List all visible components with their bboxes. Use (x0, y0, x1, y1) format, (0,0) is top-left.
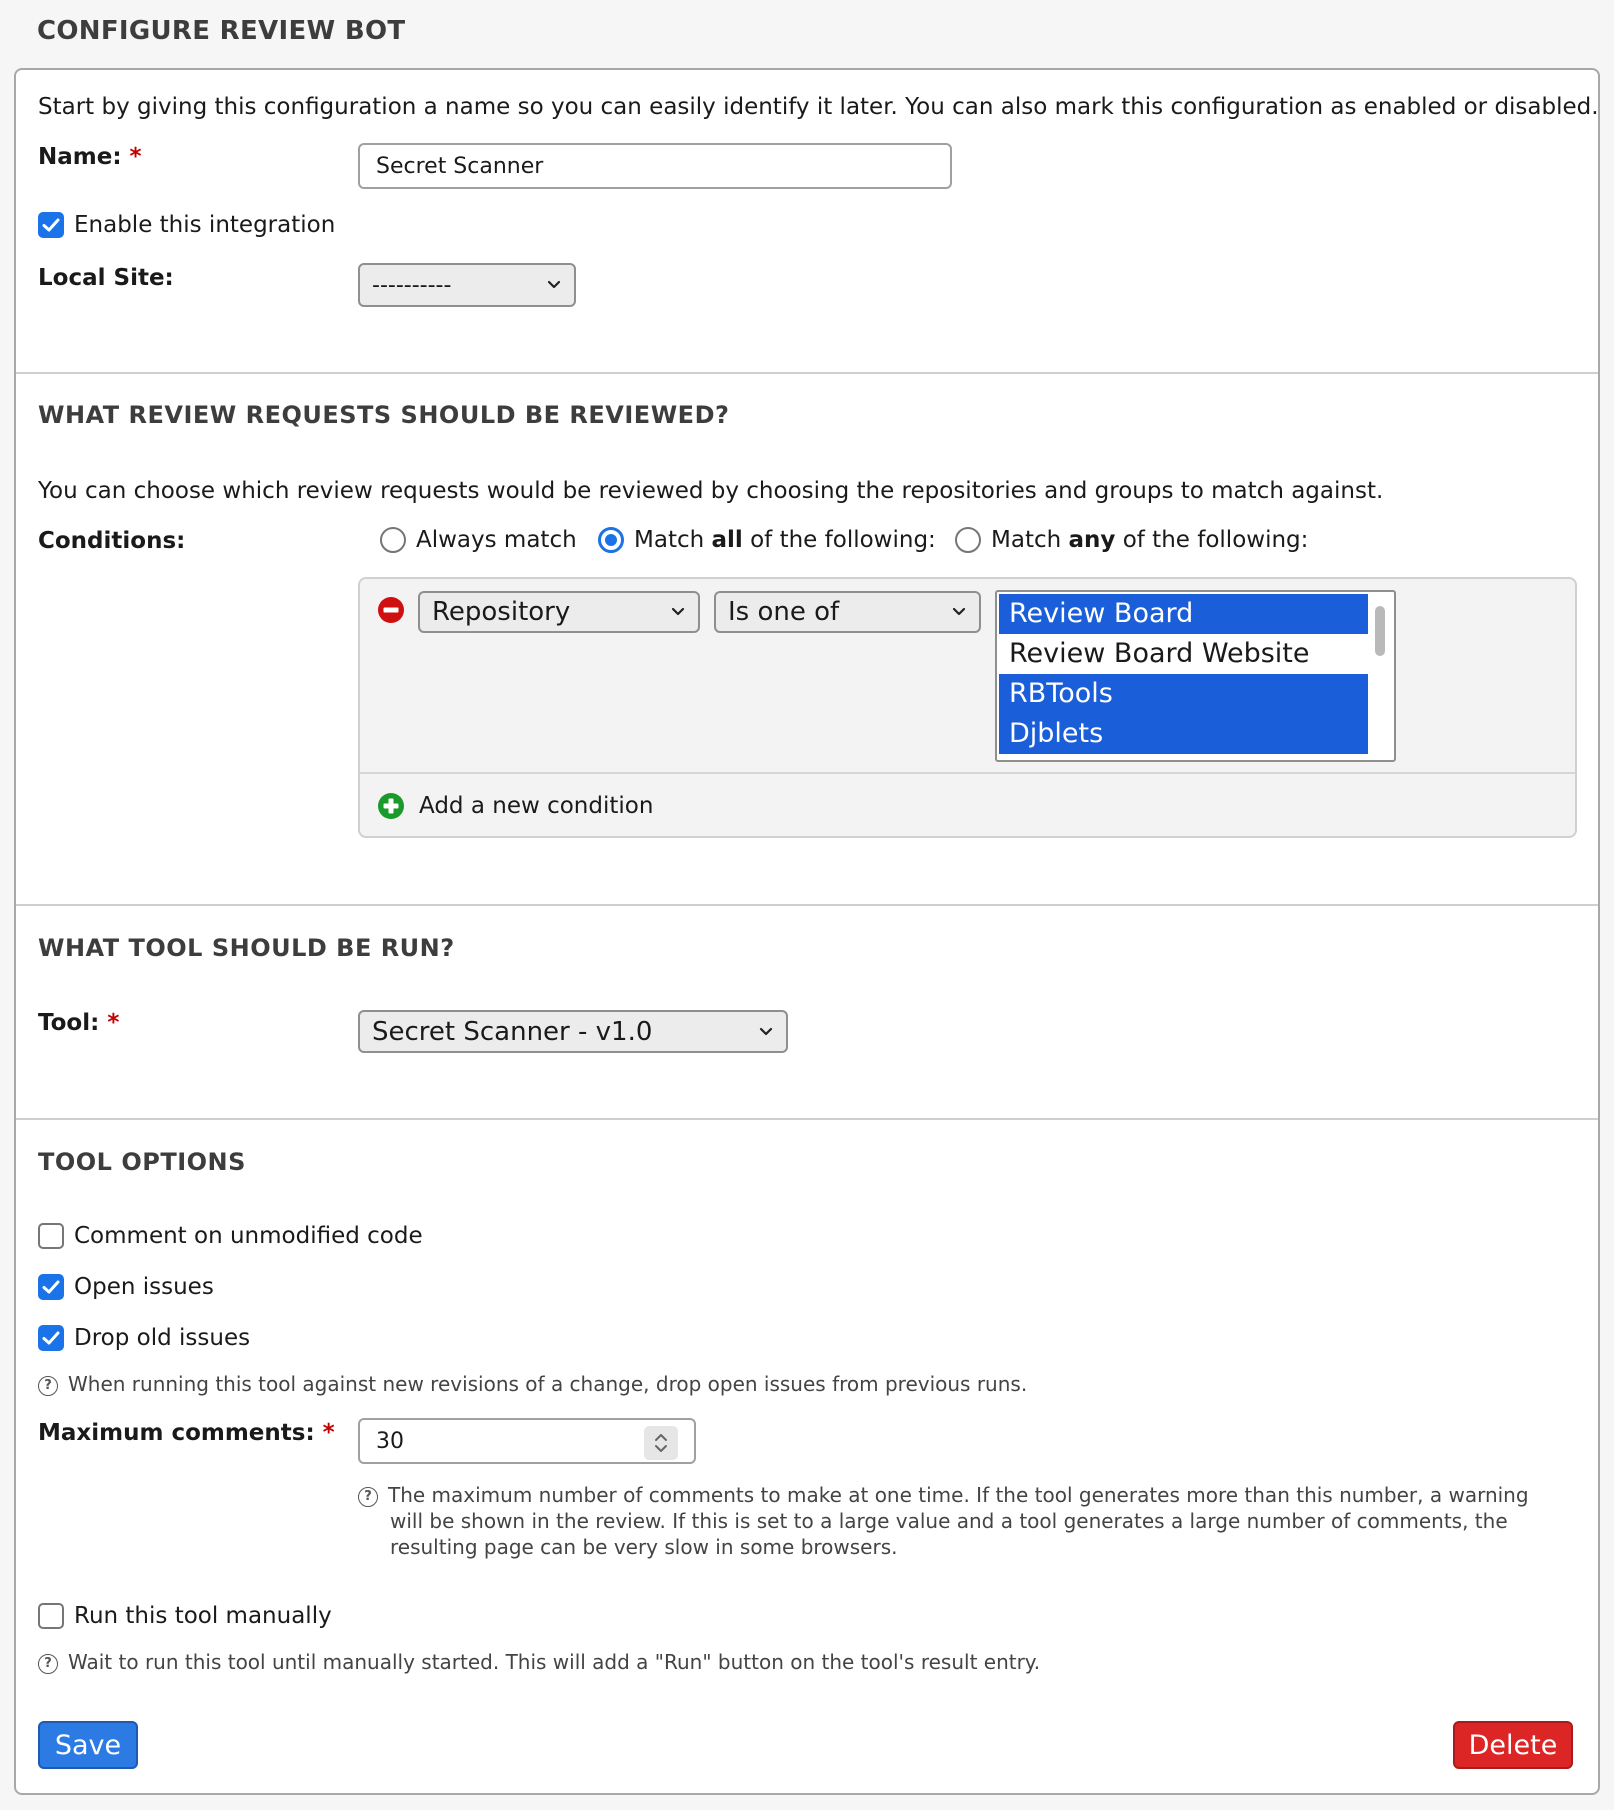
run-manually-help-text: Wait to run this tool until manually started. This will add a "Run" button on the tool's result entry. (68, 1650, 1041, 1674)
condition-field-value: Repository (432, 597, 571, 627)
match-any-radio[interactable] (955, 527, 981, 553)
listbox-option[interactable]: Djblets (999, 714, 1368, 754)
name-input[interactable] (358, 143, 952, 189)
run-manually-help (38, 1650, 1040, 1674)
chevron-down-icon (670, 605, 686, 619)
plus-circle-icon (377, 792, 405, 820)
match-any-suffix: of the following: (1115, 527, 1309, 553)
tool-options-heading: TOOL OPTIONS (38, 1148, 246, 1176)
name-label-text: Name: (38, 144, 122, 170)
drop-old-issues-help (38, 1372, 1027, 1396)
condition-operator-select[interactable] (714, 591, 981, 633)
local-site-value: ---------- (372, 272, 452, 298)
chevron-down-icon (951, 605, 967, 619)
checkmark-icon (42, 1330, 60, 1346)
local-site-select[interactable] (358, 263, 576, 307)
comment-unmodified-option[interactable] (38, 1223, 423, 1249)
match-all-radio[interactable] (598, 527, 624, 553)
condition-operator-value: Is one of (728, 597, 840, 627)
drop-old-issues-help-text: When running this tool against new revisions of a change, drop open issues from previous runs. (68, 1372, 1028, 1396)
run-manually-checkbox[interactable] (38, 1603, 64, 1629)
max-comments-input[interactable] (358, 1418, 696, 1464)
enable-integration-option[interactable] (38, 212, 335, 238)
drop-old-issues-label: Drop old issues (74, 1325, 251, 1351)
open-issues-label: Open issues (74, 1274, 214, 1300)
general-intro-text: Start by giving this configuration a name so you can easily identify it later. You can also mark this configuration as enabled or disabled. (38, 94, 1599, 120)
max-comments-value: 30 (376, 1428, 404, 1454)
max-comments-help-line: will be shown in the review. If this is set to a large value and a tool generates a large number of comments, the (390, 1509, 1508, 1533)
stepper-arrows-icon (644, 1426, 678, 1460)
match-any-label (991, 527, 1308, 553)
tool-label (38, 1010, 119, 1036)
name-input-value: Secret Scanner (376, 153, 544, 179)
match-all-label (634, 527, 936, 553)
open-issues-option[interactable] (38, 1274, 214, 1300)
listbox-scrollbar[interactable] (1375, 606, 1385, 656)
tool-label-text: Tool: (38, 1010, 100, 1036)
open-issues-checkbox[interactable] (38, 1274, 64, 1300)
match-any-prefix: Match (991, 527, 1069, 553)
tool-heading: WHAT TOOL SHOULD BE RUN? (38, 934, 455, 962)
max-comments-label (38, 1420, 335, 1446)
match-any-option[interactable] (955, 527, 1308, 553)
review-requests-heading: WHAT REVIEW REQUESTS SHOULD BE REVIEWED? (38, 401, 730, 429)
always-match-label: Always match (416, 527, 577, 553)
section-divider (16, 372, 1598, 374)
listbox-option[interactable]: RBTools (999, 674, 1368, 714)
max-comments-help-line: The maximum number of comments to make at one time. If the tool generates more than this number, a warning (388, 1483, 1529, 1507)
checkmark-icon (42, 217, 60, 233)
required-marker: * (107, 1010, 120, 1036)
condition-values-listbox[interactable] (995, 590, 1396, 762)
match-all-prefix: Match (634, 527, 712, 553)
question-circle-icon: ? (358, 1487, 378, 1507)
question-circle-icon: ? (38, 1376, 58, 1396)
remove-condition-button[interactable] (377, 596, 405, 628)
chevron-down-icon (546, 278, 562, 292)
tool-select-value: Secret Scanner - v1.0 (372, 1016, 653, 1047)
tool-select[interactable] (358, 1010, 788, 1053)
required-marker: * (322, 1420, 335, 1446)
max-comments-help-line: resulting page can be very slow in some browsers. (390, 1535, 898, 1559)
required-marker: * (129, 144, 142, 170)
question-circle-icon: ? (38, 1654, 58, 1674)
match-all-bold: all (711, 527, 743, 553)
section-divider (16, 1118, 1598, 1120)
condition-field-select[interactable] (418, 591, 700, 633)
minus-circle-icon (377, 596, 405, 624)
listbox-option[interactable]: Review Board Website (1009, 638, 1310, 669)
name-label (38, 144, 142, 170)
local-site-label: Local Site: (38, 265, 174, 291)
drop-old-issues-option[interactable] (38, 1325, 250, 1351)
max-comments-label-text: Maximum comments: (38, 1420, 315, 1446)
enable-integration-label: Enable this integration (74, 212, 336, 238)
conditions-label: Conditions: (38, 528, 186, 554)
save-button[interactable]: Save (38, 1721, 138, 1769)
checkmark-icon (42, 1279, 60, 1295)
add-condition-label: Add a new condition (419, 793, 654, 819)
always-match-radio[interactable] (380, 527, 406, 553)
drop-old-issues-checkbox[interactable] (38, 1325, 64, 1351)
run-manually-option[interactable] (38, 1603, 332, 1629)
match-any-bold: any (1068, 527, 1116, 553)
conditions-divider (360, 772, 1575, 774)
chevron-down-icon (758, 1025, 774, 1039)
comment-unmodified-label: Comment on unmodified code (74, 1223, 423, 1249)
match-all-option[interactable] (598, 527, 936, 553)
number-stepper[interactable] (644, 1426, 678, 1460)
listbox-option[interactable]: Review Board (999, 594, 1368, 634)
section-divider (16, 904, 1598, 906)
match-all-suffix: of the following: (742, 527, 936, 553)
delete-button[interactable]: Delete (1453, 1721, 1573, 1769)
comment-unmodified-checkbox[interactable] (38, 1223, 64, 1249)
enable-integration-checkbox[interactable] (38, 212, 64, 238)
always-match-option[interactable] (380, 527, 577, 553)
run-manually-label: Run this tool manually (74, 1603, 332, 1629)
page-title: CONFIGURE REVIEW BOT (37, 16, 406, 46)
review-requests-intro: You can choose which review requests would be reviewed by choosing the repositories and groups to match against. (38, 478, 1384, 504)
max-comments-help (358, 1482, 1529, 1560)
add-condition-button[interactable] (377, 792, 653, 820)
